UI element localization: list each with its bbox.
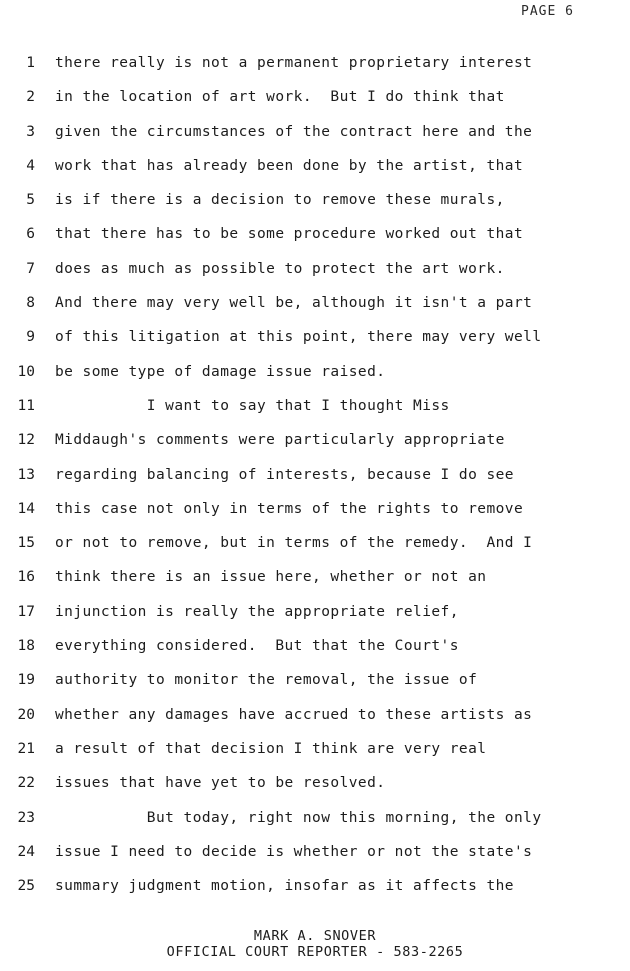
- transcript-line: [0, 599, 630, 633]
- transcript-line: [0, 290, 630, 324]
- transcript-line: [0, 256, 630, 290]
- transcript-line: [0, 839, 630, 873]
- line-number: 11: [17, 397, 35, 414]
- line-text: that there has to be some procedure worked out that: [55, 226, 524, 243]
- line-number: 8: [26, 295, 35, 312]
- line-text: is if there is a decision to remove these murals,: [55, 192, 505, 209]
- line-text: of this litigation at this point, there may very well: [55, 329, 542, 346]
- transcript-line: [0, 667, 630, 701]
- line-number: 9: [26, 329, 35, 346]
- transcript-line: [0, 359, 630, 393]
- line-text: a result of that decision I think are very real: [55, 740, 487, 757]
- line-number: 7: [26, 260, 35, 277]
- line-text: think there is an issue here, whether or not an: [55, 569, 487, 586]
- transcript-line: [0, 462, 630, 496]
- footer: [0, 928, 630, 960]
- transcript-line: [0, 770, 630, 804]
- line-number: 5: [26, 192, 35, 209]
- line-number: 14: [17, 500, 35, 517]
- transcript-line: [0, 530, 630, 564]
- line-text: issues that have yet to be resolved.: [55, 775, 386, 792]
- line-number: 10: [17, 363, 35, 380]
- transcript-line: [0, 324, 630, 358]
- line-text: And there may very well be, although it isn't a part: [55, 295, 533, 312]
- line-text: Middaugh's comments were particularly appropriate: [55, 432, 505, 449]
- line-text: be some type of damage issue raised.: [55, 363, 386, 380]
- transcript-line: [0, 736, 630, 770]
- line-number: 3: [26, 123, 35, 140]
- transcript-line: [0, 633, 630, 667]
- line-text: does as much as possible to protect the art work.: [55, 260, 505, 277]
- transcript-line: [0, 702, 630, 736]
- line-number: 12: [17, 432, 35, 449]
- transcript-line: [0, 496, 630, 530]
- transcript-line: [0, 427, 630, 461]
- line-number: 16: [17, 569, 35, 586]
- line-number: 19: [17, 672, 35, 689]
- line-number: 17: [17, 603, 35, 620]
- line-text: or not to remove, but in terms of the remedy. And I: [55, 535, 533, 552]
- line-number: 24: [17, 843, 35, 860]
- line-number: 1: [26, 55, 35, 71]
- line-number: 18: [17, 638, 35, 655]
- line-number: 15: [17, 535, 35, 552]
- line-text: work that has already been done by the artist, that: [55, 157, 524, 174]
- transcript-line: [0, 187, 630, 221]
- line-text: injunction is really the appropriate relief,: [55, 603, 459, 620]
- line-text: whether any damages have accrued to these artists as: [55, 706, 533, 723]
- transcript-line: [0, 805, 630, 839]
- line-number: 23: [17, 809, 35, 826]
- transcript-body: [0, 50, 630, 907]
- transcript-line: [0, 153, 630, 187]
- transcript-line: [0, 221, 630, 255]
- transcript-line: [0, 119, 630, 153]
- line-number: 2: [26, 89, 35, 106]
- line-text: summary judgment motion, insofar as it affects the: [55, 878, 514, 895]
- line-number: 4: [26, 157, 35, 174]
- line-number: 13: [17, 466, 35, 483]
- line-text: But today, right now this morning, the only: [55, 809, 542, 826]
- line-number: 6: [26, 226, 35, 243]
- transcript-line: [0, 393, 630, 427]
- line-text: this case not only in terms of the rights to remove: [55, 500, 524, 517]
- line-text: everything considered. But that the Court's: [55, 638, 459, 655]
- transcript-line: [0, 50, 630, 84]
- transcript-line: [0, 84, 630, 118]
- line-number: 20: [17, 706, 35, 723]
- line-number: 22: [17, 775, 35, 792]
- transcript-line: [0, 564, 630, 598]
- line-text: in the location of art work. But I do think that: [55, 89, 505, 106]
- line-text: issue I need to decide is whether or not the state's: [55, 843, 533, 860]
- line-number: 25: [17, 878, 35, 895]
- line-text: given the circumstances of the contract here and the: [55, 123, 533, 140]
- line-number: 21: [17, 740, 35, 757]
- line-text: regarding balancing of interests, because I do see: [55, 466, 514, 483]
- transcript-line: [0, 873, 630, 907]
- page-number: PAGE 6: [521, 4, 574, 19]
- reporter-name: MARK A. SNOVER: [253, 928, 377, 944]
- reporter-title: OFFICIAL COURT REPORTER - 583-2265: [166, 944, 464, 960]
- line-text: authority to monitor the removal, the issue of: [55, 672, 478, 689]
- line-text: there really is not a permanent proprietary interest: [55, 55, 533, 71]
- line-text: I want to say that I thought Miss: [55, 397, 450, 414]
